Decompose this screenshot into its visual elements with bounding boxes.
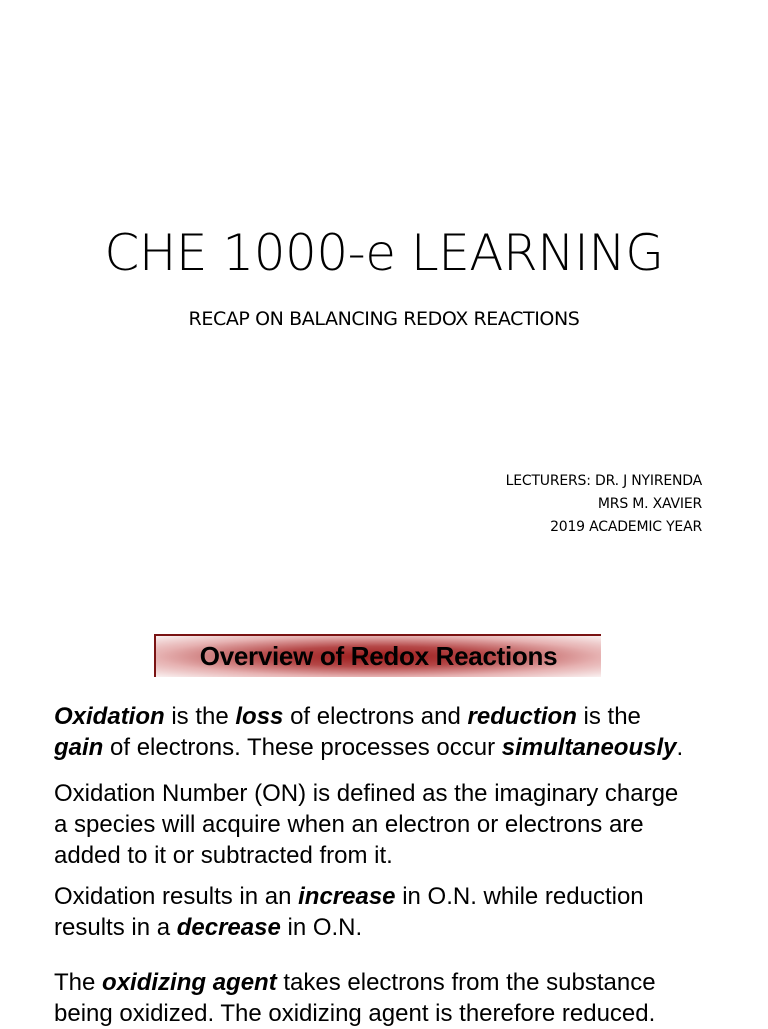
paragraph-line — [54, 809, 754, 840]
emphasized-term: increase — [298, 883, 396, 910]
paragraph-line — [54, 701, 754, 732]
paragraph-line — [54, 778, 754, 809]
text-run: of electrons. These processes occur — [103, 734, 502, 761]
emphasized-term: Oxidation — [54, 703, 165, 730]
text-run: takes electrons from the substance — [276, 969, 656, 996]
slide-subtitle: RECAP ON BALANCING REDOX REACTIONS — [188, 308, 580, 330]
paragraph-on-change — [54, 881, 754, 943]
paragraph-line — [54, 840, 754, 871]
text-run: results in a — [54, 914, 177, 941]
paragraph-line — [54, 998, 754, 1029]
text-run: Oxidation results in an — [54, 883, 299, 910]
emphasized-term: oxidizing agent — [102, 969, 277, 996]
paragraph-oxidation-number — [54, 778, 754, 871]
slide-title: CHE 1000-e LEARNING — [104, 224, 664, 282]
text-run: The — [54, 969, 103, 996]
lecturers-line: LECTURERS: DR. J NYIRENDA — [505, 473, 702, 489]
overview-heading-banner — [154, 634, 601, 677]
lecturer-name-line: MRS M. XAVIER — [597, 496, 702, 512]
paragraph-line — [54, 912, 754, 943]
paragraph-line — [54, 967, 754, 998]
emphasized-term: reduction — [467, 703, 577, 730]
paragraph-line — [54, 732, 754, 763]
text-run: Oxidation Number (ON) is defined as the imaginary charge — [54, 780, 679, 807]
emphasized-term: gain — [54, 734, 104, 761]
paragraph-oxidizing-agent — [54, 967, 754, 1029]
emphasized-term: decrease — [176, 914, 281, 941]
paragraph-oxidation-definition — [54, 701, 754, 763]
emphasized-term: loss — [235, 703, 284, 730]
text-run: . — [676, 734, 684, 761]
text-run: in O.N. while reduction — [395, 883, 644, 910]
academic-year-line: 2019 ACADEMIC YEAR — [550, 519, 702, 535]
text-run: is the — [164, 703, 236, 730]
text-run: is the — [576, 703, 641, 730]
lecturers-block — [506, 470, 702, 539]
paragraph-line — [54, 881, 754, 912]
text-run: being oxidized. The oxidizing agent is therefore reduced. — [54, 1000, 656, 1027]
emphasized-term: simultaneously — [501, 734, 677, 761]
text-run: in O.N. — [280, 914, 363, 941]
text-run: added to it or subtracted from it. — [54, 842, 393, 869]
overview-heading: Overview of Redox Reactions — [199, 641, 558, 671]
text-run: a species will acquire when an electron or electrons are — [54, 811, 644, 838]
text-run: of electrons and — [283, 703, 468, 730]
